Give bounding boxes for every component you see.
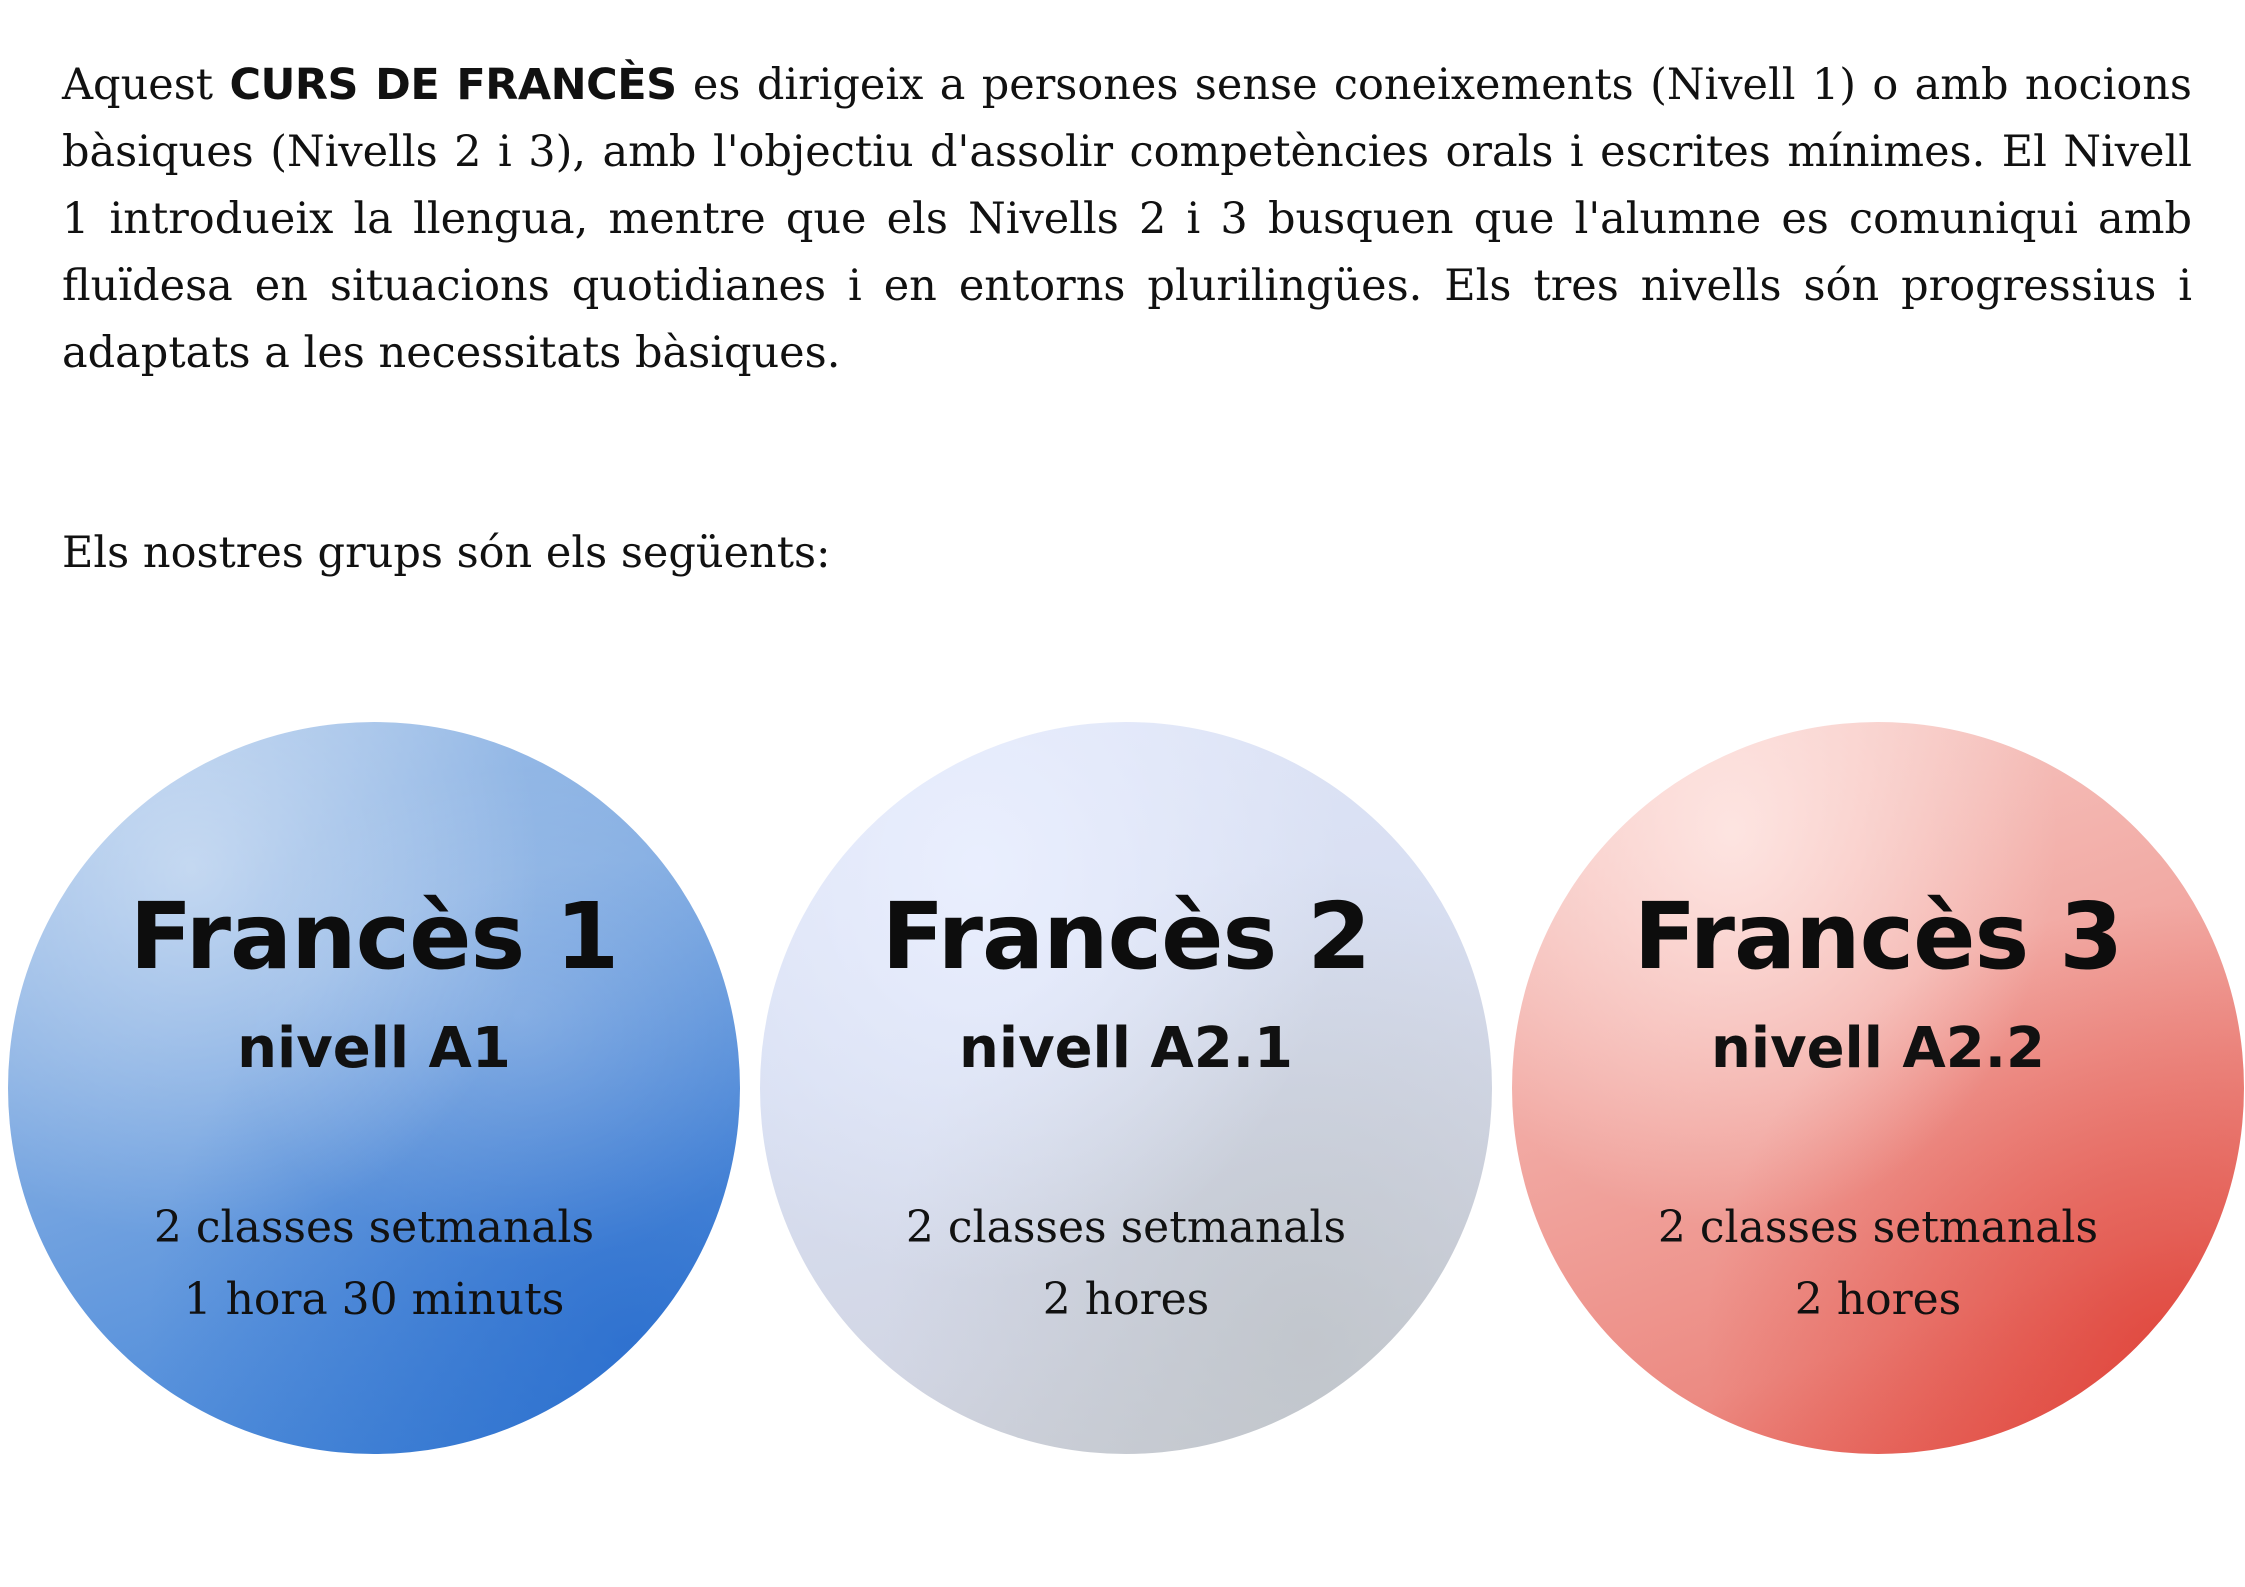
intro-paragraph bbox=[62, 52, 2192, 387]
course-duration: 2 hores bbox=[1794, 1274, 1962, 1325]
course-level: nivell A2.2 bbox=[1711, 1016, 2045, 1081]
course-name-highlight: CURS DE FRANCÈS bbox=[229, 60, 677, 110]
intro-prefix: Aquest bbox=[62, 60, 230, 110]
course-frequency: 2 classes setmanals bbox=[1657, 1202, 2099, 1253]
course-frequency: 2 classes setmanals bbox=[153, 1202, 595, 1253]
course-title: Francès 2 bbox=[881, 883, 1371, 990]
course-level: nivell A2.1 bbox=[959, 1016, 1293, 1081]
intro-text: es dirigeix a persones sense coneixements (Nivell 1) o amb nocions bàsiques (Nivells 2 i 3), amb l'objectiu d'assolir competències orals i escrites mínimes. El Nivell 1 introdueix la llengua, mentre que els Nivells 2 i 3 busquen que l'alumne es comuniqui amb fluïdesa en situacions quotidianes i en entorns plurilingües. Els tres nivells són progressius i adaptats a les necessitats bàsiques. bbox=[62, 60, 2192, 378]
course-duration: 1 hora 30 minuts bbox=[183, 1274, 565, 1325]
course-card-frances-2 bbox=[760, 722, 1492, 1454]
course-title: Francès 1 bbox=[129, 883, 619, 990]
groups-heading: Els nostres grups són els següents: bbox=[62, 528, 831, 578]
course-title: Francès 3 bbox=[1633, 883, 2123, 990]
course-card-frances-3 bbox=[1512, 722, 2244, 1454]
course-level: nivell A1 bbox=[237, 1016, 511, 1081]
course-card-frances-1 bbox=[8, 722, 740, 1454]
course-duration: 2 hores bbox=[1042, 1274, 1210, 1325]
course-frequency: 2 classes setmanals bbox=[905, 1202, 1347, 1253]
